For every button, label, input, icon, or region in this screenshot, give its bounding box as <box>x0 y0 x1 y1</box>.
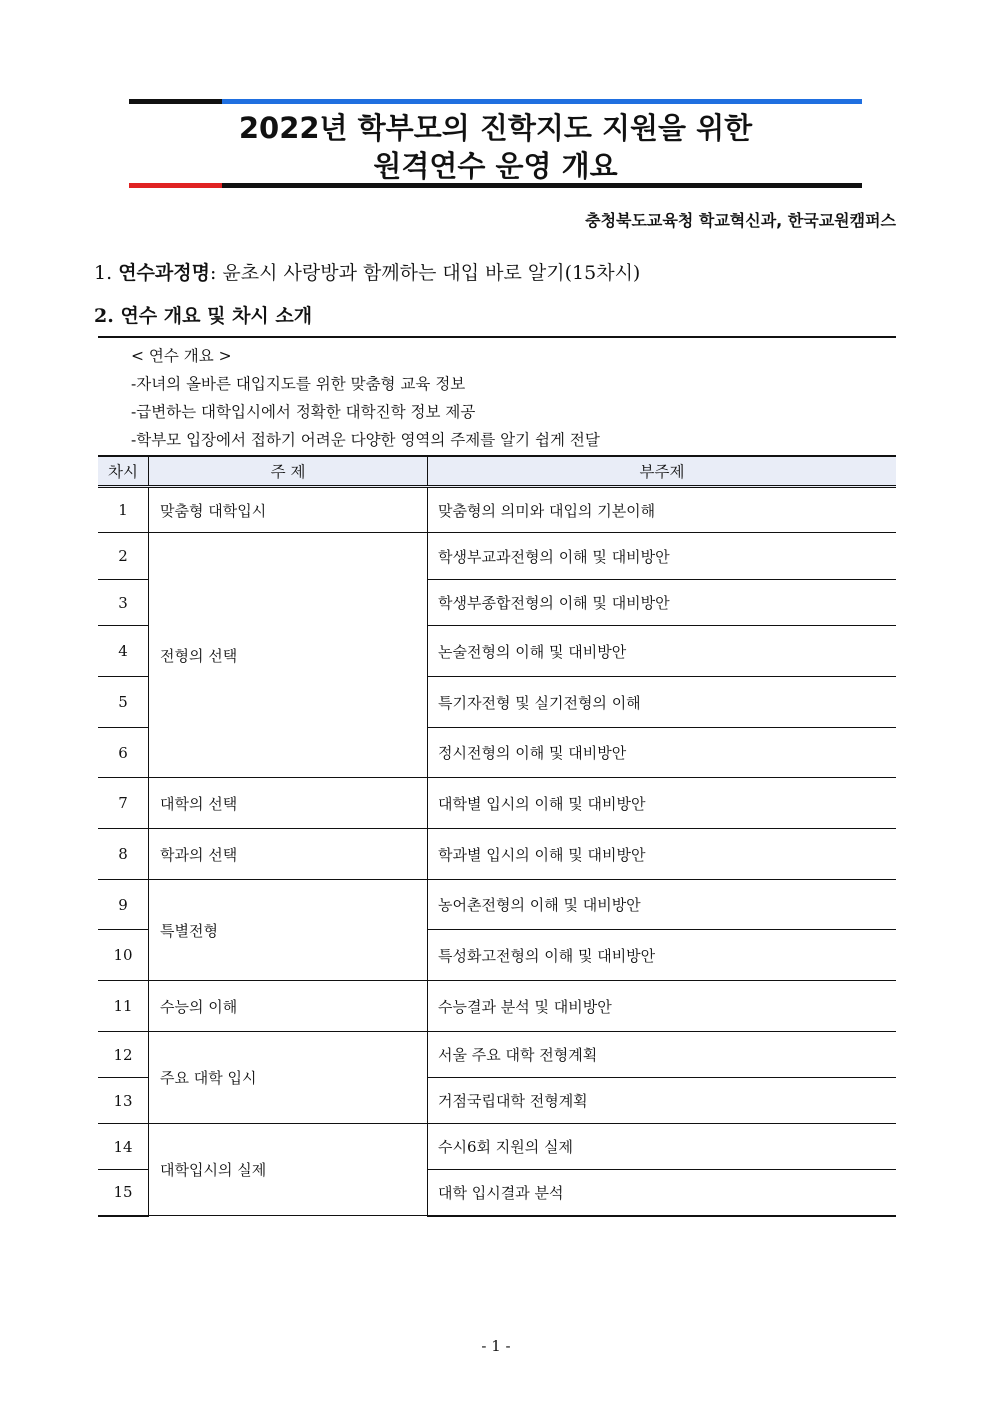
topic-cell: 대학입시의 실제 <box>149 1124 428 1216</box>
session-number: 12 <box>98 1032 149 1078</box>
table-row <box>98 1124 896 1170</box>
table-row <box>98 487 896 533</box>
section1-number: 1. <box>94 262 113 284</box>
topic-cell: 학과의 선택 <box>149 829 428 880</box>
table-row <box>98 829 896 880</box>
topic-cell: 주요 대학 입시 <box>149 1032 428 1124</box>
page-title-line1: 2022년 학부모의 진학지도 지원을 위한 <box>238 111 753 145</box>
subtopic-cell: 수능결과 분석 및 대비방안 <box>428 981 897 1032</box>
session-number: 9 <box>98 880 149 930</box>
section1-value: : 윤초시 사랑방과 함께하는 대입 바로 알기(15차시) <box>209 262 641 284</box>
course-name-line <box>94 258 640 285</box>
topic-cell: 맞춤형 대학입시 <box>149 487 428 533</box>
schedule-table <box>98 455 896 1217</box>
subtopic-cell: 정시전형의 이해 및 대비방안 <box>428 728 897 778</box>
session-number: 13 <box>98 1078 149 1124</box>
subtopic-cell: 논술전형의 이해 및 대비방안 <box>428 626 897 677</box>
session-number: 5 <box>98 677 149 728</box>
page-number: - 1 - <box>481 1337 511 1355</box>
table-row <box>98 533 896 580</box>
table-row <box>98 880 896 930</box>
subtopic-cell: 학과별 입시의 이해 및 대비방안 <box>428 829 897 880</box>
page-title-line2: 원격연수 운영 개요 <box>373 149 618 183</box>
overview-box <box>131 342 600 454</box>
subtopic-cell: 수시6회 지원의 실제 <box>428 1124 897 1170</box>
section-divider <box>98 336 896 338</box>
section1-label: 연수과정명 <box>118 262 210 284</box>
header-session: 차시 <box>98 456 149 487</box>
subtopic-cell: 대학별 입시의 이해 및 대비방안 <box>428 778 897 829</box>
header-subtopic: 부주제 <box>428 456 897 487</box>
topic-cell: 수능의 이해 <box>149 981 428 1032</box>
session-number: 14 <box>98 1124 149 1170</box>
session-number: 11 <box>98 981 149 1032</box>
subtopic-cell: 서울 주요 대학 전형계획 <box>428 1032 897 1078</box>
session-number: 10 <box>98 930 149 981</box>
overview-item: -급변하는 대학입시에서 정확한 대학진학 정보 제공 <box>131 403 476 421</box>
topic-cell: 전형의 선택 <box>149 533 428 778</box>
section2-heading: 2. 연수 개요 및 차시 소개 <box>94 305 313 327</box>
organization-label: 충청북도교육청 학교혁신과, 한국교원캠퍼스 <box>585 211 896 230</box>
subtopic-cell: 농어촌전형의 이해 및 대비방안 <box>428 880 897 930</box>
session-number: 7 <box>98 778 149 829</box>
table-row <box>98 1032 896 1078</box>
subtopic-cell: 학생부교과전형의 이해 및 대비방안 <box>428 533 897 580</box>
table-row <box>98 981 896 1032</box>
session-number: 4 <box>98 626 149 677</box>
topic-cell: 대학의 선택 <box>149 778 428 829</box>
header-bar-top-black <box>129 99 222 104</box>
session-number: 2 <box>98 533 149 580</box>
session-number: 1 <box>98 487 149 533</box>
subtopic-cell: 학생부종합전형의 이해 및 대비방안 <box>428 580 897 626</box>
topic-cell: 특별전형 <box>149 880 428 981</box>
subtopic-cell: 특성화고전형의 이해 및 대비방안 <box>428 930 897 981</box>
session-number: 3 <box>98 580 149 626</box>
session-number: 15 <box>98 1170 149 1216</box>
subtopic-cell: 맞춤형의 의미와 대입의 기본이해 <box>428 487 897 533</box>
subtopic-cell: 대학 입시결과 분석 <box>428 1170 897 1216</box>
header-bar-top-blue <box>222 99 862 104</box>
overview-item: -자녀의 올바른 대입지도를 위한 맞춤형 교육 정보 <box>131 375 466 393</box>
session-number: 8 <box>98 829 149 880</box>
table-header-row <box>98 456 896 487</box>
subtopic-cell: 거점국립대학 전형계획 <box>428 1078 897 1124</box>
table-row <box>98 778 896 829</box>
header-topic: 주 제 <box>149 456 428 487</box>
overview-heading: < 연수 개요 > <box>131 347 232 365</box>
subtopic-cell: 특기자전형 및 실기전형의 이해 <box>428 677 897 728</box>
session-number: 6 <box>98 728 149 778</box>
overview-item: -학부모 입장에서 접하기 어려운 다양한 영역의 주제를 알기 쉽게 전달 <box>131 431 600 449</box>
